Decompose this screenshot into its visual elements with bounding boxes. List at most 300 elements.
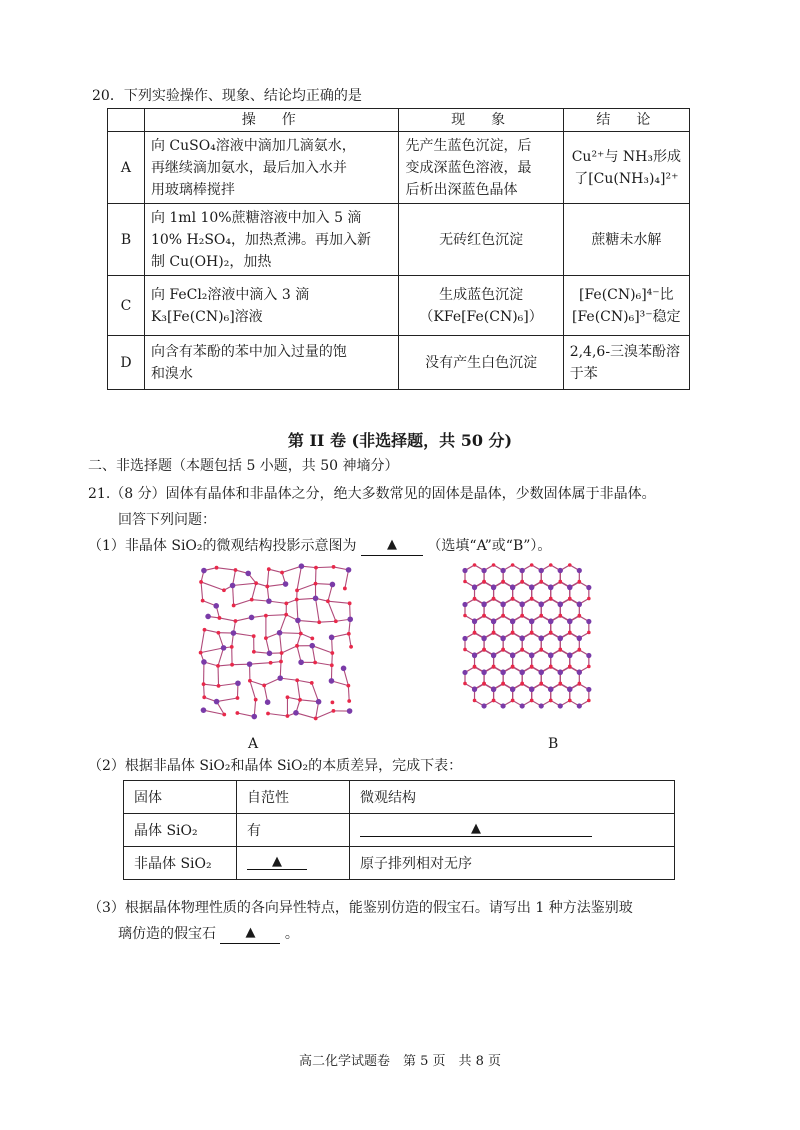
silicon-atom bbox=[577, 602, 582, 607]
amorphous-label: 非晶体 SiO₂ bbox=[124, 847, 237, 880]
oxygen-atom bbox=[587, 631, 591, 635]
crystal-label: 晶体 SiO₂ bbox=[124, 814, 237, 847]
oxygen-atom bbox=[217, 684, 221, 688]
silicon-atom bbox=[510, 653, 515, 658]
op-line: 再继续滴加氨水，最后加入水并 bbox=[150, 159, 347, 176]
ph-line: （KFe[Fe(CN)₆]） bbox=[419, 308, 543, 325]
oxygen-atom bbox=[492, 597, 496, 601]
network-bond bbox=[287, 697, 300, 700]
col-microstructure: 微观结构 bbox=[350, 781, 675, 814]
oxygen-atom bbox=[549, 563, 553, 567]
oxygen-atom bbox=[530, 699, 534, 703]
silicon-atom bbox=[567, 619, 572, 624]
op-line: K₃[Fe(CN)₆]溶液 bbox=[150, 308, 263, 325]
oxygen-atom bbox=[264, 636, 268, 640]
silicon-atom bbox=[201, 707, 207, 713]
oxygen-atom bbox=[473, 563, 477, 567]
conclusion-cell: 蔗糖未水解 bbox=[563, 204, 689, 276]
oxygen-atom bbox=[314, 582, 318, 586]
oxygen-atom bbox=[501, 614, 505, 618]
answer-blank-1[interactable] bbox=[361, 534, 423, 556]
ph-line: 变成深蓝色溶液，最 bbox=[405, 159, 532, 176]
op-line: 向含有苯酚的苯中加入过量的饱 bbox=[150, 343, 347, 360]
network-bond bbox=[250, 663, 271, 664]
silicon-atom bbox=[266, 598, 272, 604]
silicon-atom bbox=[329, 635, 335, 641]
silicon-atom bbox=[230, 583, 236, 589]
silicon-atom bbox=[462, 636, 467, 641]
conclusion-cell bbox=[563, 336, 689, 390]
co-line: 2,4,6-三溴苯酚溶 bbox=[569, 343, 681, 360]
silicon-atom bbox=[472, 653, 477, 658]
crystalline-sio2-diagram bbox=[455, 562, 605, 732]
silicon-atom bbox=[520, 602, 525, 607]
oxygen-atom bbox=[511, 563, 515, 567]
answer-blank-4[interactable] bbox=[220, 922, 280, 944]
oxygen-atom bbox=[286, 695, 290, 699]
silicon-atom bbox=[481, 703, 486, 708]
oxygen-atom bbox=[265, 585, 269, 589]
silicon-atom bbox=[462, 670, 467, 675]
silicon-atom bbox=[520, 670, 525, 675]
q20-row-b bbox=[108, 204, 690, 276]
blank-marker: ▲ bbox=[386, 537, 397, 552]
network-bond bbox=[250, 681, 264, 686]
oxygen-atom bbox=[286, 714, 290, 718]
oxygen-atom bbox=[334, 619, 338, 623]
silicon-atom bbox=[501, 703, 506, 708]
silicon-atom bbox=[520, 703, 525, 708]
network-bond bbox=[269, 569, 282, 572]
oxygen-atom bbox=[530, 597, 534, 601]
oxygen-atom bbox=[330, 651, 334, 655]
silicon-atom bbox=[539, 703, 544, 708]
oxygen-atom bbox=[578, 648, 582, 652]
network-bond bbox=[204, 684, 205, 697]
oxygen-atom bbox=[501, 580, 505, 584]
silicon-atom bbox=[330, 582, 336, 588]
network-bond bbox=[297, 680, 300, 700]
oxygen-atom bbox=[492, 631, 496, 635]
op-line: 向 FeCl₂溶液中滴入 3 滴 bbox=[150, 286, 310, 303]
oxygen-atom bbox=[568, 597, 572, 601]
oxygen-atom bbox=[473, 665, 477, 669]
network-bond bbox=[218, 665, 232, 666]
network-bond bbox=[201, 630, 205, 653]
oxygen-atom bbox=[501, 648, 505, 652]
network-bond bbox=[328, 601, 350, 603]
oxygen-atom bbox=[578, 614, 582, 618]
silicon-atom bbox=[501, 670, 506, 675]
oxygen-atom bbox=[254, 581, 258, 585]
network-bond bbox=[204, 684, 219, 686]
q21-table bbox=[123, 780, 675, 880]
silicon-atom bbox=[277, 630, 283, 636]
oxygen-atom bbox=[520, 648, 524, 652]
oxygen-atom bbox=[234, 568, 238, 572]
ph-line: 先产生蓝色沉淀，后 bbox=[405, 137, 532, 154]
q20-header-op: 操 作 bbox=[144, 109, 399, 132]
network-bond bbox=[312, 646, 332, 653]
oxygen-atom bbox=[280, 651, 284, 655]
q20-header-row bbox=[108, 109, 690, 132]
answer-blank-2[interactable] bbox=[360, 820, 592, 837]
silicon-atom bbox=[510, 585, 515, 590]
ph-line: 后析出深蓝色晶体 bbox=[405, 181, 518, 198]
silicon-atom bbox=[347, 708, 353, 714]
oxygen-atom bbox=[492, 665, 496, 669]
silicon-atom bbox=[283, 581, 289, 587]
oxygen-atom bbox=[310, 681, 314, 685]
q21-stem-2: 回答下列问题： bbox=[118, 512, 216, 528]
silicon-atom bbox=[539, 670, 544, 675]
oxygen-atom bbox=[310, 637, 314, 641]
oxygen-atom bbox=[539, 648, 543, 652]
oxygen-atom bbox=[463, 580, 467, 584]
oxygen-atom bbox=[264, 614, 268, 618]
network-bond bbox=[267, 569, 269, 586]
oxygen-atom bbox=[463, 614, 467, 618]
network-bond bbox=[280, 615, 287, 633]
phenomenon-cell: 无砖红色沉淀 bbox=[399, 204, 563, 276]
oxygen-atom bbox=[252, 650, 256, 654]
oxygen-atom bbox=[199, 651, 203, 655]
q21-part1-hint: （选填“A”或“B”）。 bbox=[427, 538, 552, 554]
oxygen-atom bbox=[558, 580, 562, 584]
oxygen-atom bbox=[473, 597, 477, 601]
oxygen-atom bbox=[558, 682, 562, 686]
oxygen-atom bbox=[199, 580, 203, 584]
oxygen-atom bbox=[254, 698, 258, 702]
oxygen-atom bbox=[314, 717, 318, 721]
oxygen-atom bbox=[202, 695, 206, 699]
q20-stem: 20．下列实验操作、现象、结论均正确的是 bbox=[92, 88, 362, 104]
network-bond bbox=[218, 666, 219, 686]
silicon-atom bbox=[529, 687, 534, 692]
blank-marker: ▲ bbox=[272, 853, 282, 869]
silicon-atom bbox=[205, 614, 211, 620]
oxygen-atom bbox=[349, 645, 353, 649]
silicon-atom bbox=[472, 585, 477, 590]
network-bond bbox=[319, 621, 336, 622]
network-bond bbox=[316, 711, 334, 719]
silicon-atom bbox=[520, 636, 525, 641]
silicon-atom bbox=[245, 571, 251, 577]
silicon-atom bbox=[214, 699, 220, 705]
amorphous-micro: 原子排列相对无序 bbox=[350, 847, 675, 880]
silicon-atom bbox=[462, 602, 467, 607]
q21-part1 bbox=[88, 536, 551, 558]
oxygen-atom bbox=[578, 682, 582, 686]
oxygen-atom bbox=[346, 684, 350, 688]
oxygen-atom bbox=[347, 632, 351, 636]
silicon-atom bbox=[481, 568, 486, 573]
oxygen-atom bbox=[332, 709, 336, 713]
col-solid: 固体 bbox=[124, 781, 237, 814]
silicon-atom bbox=[316, 699, 322, 705]
oxygen-atom bbox=[587, 699, 591, 703]
network-bond bbox=[219, 618, 235, 621]
network-bond bbox=[233, 583, 257, 585]
network-bond bbox=[345, 570, 349, 589]
silicon-atom bbox=[539, 636, 544, 641]
silicon-atom bbox=[567, 585, 572, 590]
oxygen-atom bbox=[482, 614, 486, 618]
oxygen-atom bbox=[501, 682, 505, 686]
silicon-atom bbox=[548, 687, 553, 692]
q21-row-amorphous bbox=[124, 847, 675, 880]
answer-blank-3[interactable] bbox=[247, 853, 307, 870]
silicon-atom bbox=[586, 619, 591, 624]
oxygen-atom bbox=[558, 614, 562, 618]
op-cell bbox=[144, 336, 399, 390]
silicon-atom bbox=[491, 619, 496, 624]
q21-part3-end: 。 bbox=[284, 926, 299, 942]
network-bond bbox=[252, 583, 256, 599]
row-label: A bbox=[108, 132, 145, 204]
op-line: 用玻璃棒搅拌 bbox=[150, 181, 235, 198]
row-label: C bbox=[108, 276, 145, 336]
silicon-atom bbox=[558, 703, 563, 708]
network-bond bbox=[348, 686, 349, 701]
silicon-atom bbox=[481, 636, 486, 641]
q21-row-crystal bbox=[124, 814, 675, 847]
op-cell bbox=[144, 132, 399, 204]
network-bond bbox=[201, 648, 224, 653]
silicon-atom bbox=[247, 661, 253, 667]
oxygen-atom bbox=[201, 599, 205, 603]
oxygen-atom bbox=[482, 682, 486, 686]
conclusion-cell bbox=[563, 276, 689, 336]
oxygen-atom bbox=[279, 660, 283, 664]
diagram-a-label: A bbox=[248, 736, 259, 752]
silicon-atom bbox=[491, 687, 496, 692]
silicon-atom bbox=[529, 585, 534, 590]
oxygen-atom bbox=[520, 682, 524, 686]
oxygen-atom bbox=[348, 601, 352, 605]
network-bond bbox=[296, 713, 316, 719]
oxygen-atom bbox=[482, 648, 486, 652]
silicon-atom bbox=[462, 568, 467, 573]
oxygen-atom bbox=[530, 665, 534, 669]
silicon-atom bbox=[265, 699, 271, 705]
q20-header-conclusion: 结 论 bbox=[563, 109, 689, 132]
amorphous-self-cell bbox=[237, 847, 350, 880]
network-bond bbox=[250, 681, 256, 700]
silicon-atom bbox=[213, 603, 219, 609]
blank-marker: ▲ bbox=[471, 820, 481, 836]
silicon-atom bbox=[201, 659, 207, 665]
silicon-atom bbox=[577, 568, 582, 573]
silicon-atom bbox=[567, 687, 572, 692]
network-bond bbox=[217, 698, 238, 702]
hex-bond bbox=[494, 684, 513, 706]
oxygen-atom bbox=[492, 563, 496, 567]
q21-part1-text: （1）非晶体 SiO₂的微观结构投影示意图为 bbox=[88, 538, 357, 554]
network-bond bbox=[349, 634, 351, 647]
silicon-atom bbox=[577, 670, 582, 675]
op-line: 和溴水 bbox=[150, 365, 193, 382]
oxygen-atom bbox=[587, 597, 591, 601]
oxygen-atom bbox=[284, 601, 288, 605]
network-bond bbox=[316, 567, 334, 568]
network-bond bbox=[204, 630, 218, 633]
oxygen-atom bbox=[232, 604, 236, 608]
oxygen-atom bbox=[549, 665, 553, 669]
q20-header-phenomenon: 现 象 bbox=[399, 109, 563, 132]
q21-part2: （2）根据非晶体 SiO₂和晶体 SiO₂的本质差异，完成下表： bbox=[88, 758, 463, 774]
silicon-atom bbox=[472, 619, 477, 624]
q20-table bbox=[107, 108, 690, 390]
oxygen-atom bbox=[295, 678, 299, 682]
page-footer: 高二化学试题卷 第 5 页 共 8 页 bbox=[298, 1054, 502, 1069]
oxygen-atom bbox=[314, 566, 318, 570]
co-line: 于苯 bbox=[569, 365, 598, 382]
network-bond bbox=[298, 620, 319, 622]
silicon-atom bbox=[481, 670, 486, 675]
oxygen-atom bbox=[587, 665, 591, 669]
oxygen-atom bbox=[530, 631, 534, 635]
network-bond bbox=[282, 566, 301, 572]
silicon-atom bbox=[558, 568, 563, 573]
network-bond bbox=[268, 713, 287, 716]
oxygen-atom bbox=[248, 679, 252, 683]
oxygen-atom bbox=[236, 696, 240, 700]
silicon-atom bbox=[472, 687, 477, 692]
oxygen-atom bbox=[347, 699, 351, 703]
silicon-atom bbox=[529, 653, 534, 658]
co-line: [Fe(CN)₆]³⁻稳定 bbox=[572, 308, 681, 325]
silicon-atom bbox=[491, 653, 496, 658]
oxygen-atom bbox=[317, 620, 321, 624]
ph-line: 生成蓝色沉淀 bbox=[439, 286, 524, 303]
network-bond bbox=[300, 700, 319, 702]
phenomenon-cell bbox=[399, 276, 563, 336]
silicon-atom bbox=[201, 568, 207, 574]
q20-header-blank bbox=[108, 109, 145, 132]
silicon-atom bbox=[235, 680, 241, 686]
oxygen-atom bbox=[520, 614, 524, 618]
oxygen-atom bbox=[313, 661, 317, 665]
co-line: Cu²⁺与 NH₃形成 bbox=[571, 148, 681, 165]
hex-bond bbox=[551, 684, 570, 706]
oxygen-atom bbox=[330, 663, 334, 667]
oxygen-atom bbox=[215, 566, 219, 570]
oxygen-atom bbox=[511, 631, 515, 635]
crystal-self-shaping: 有 bbox=[237, 814, 350, 847]
silicon-atom bbox=[481, 602, 486, 607]
oxygen-atom bbox=[568, 699, 572, 703]
oxygen-atom bbox=[530, 563, 534, 567]
oxygen-atom bbox=[578, 580, 582, 584]
oxygen-atom bbox=[326, 599, 330, 603]
oxygen-atom bbox=[463, 648, 467, 652]
silicon-atom bbox=[548, 619, 553, 624]
silicon-atom bbox=[329, 678, 335, 684]
q20-row-d bbox=[108, 336, 690, 390]
oxygen-atom bbox=[331, 701, 335, 705]
silicon-atom bbox=[293, 710, 299, 716]
silicon-atom bbox=[267, 651, 273, 657]
co-line: [Fe(CN)₆]⁴⁻比 bbox=[579, 286, 674, 303]
silicon-atom bbox=[558, 670, 563, 675]
silicon-atom bbox=[298, 659, 304, 665]
network-bond bbox=[297, 600, 298, 621]
silicon-atom bbox=[341, 666, 347, 672]
oxygen-atom bbox=[482, 580, 486, 584]
silicon-atom bbox=[548, 585, 553, 590]
oxygen-atom bbox=[267, 567, 271, 571]
oxygen-atom bbox=[568, 631, 572, 635]
silicon-atom bbox=[586, 585, 591, 590]
section-title: 第 II 卷 (非选择题，共 50 分) bbox=[287, 431, 513, 450]
silicon-atom bbox=[501, 568, 506, 573]
oxygen-atom bbox=[511, 699, 515, 703]
silicon-atom bbox=[295, 618, 301, 624]
silicon-atom bbox=[558, 636, 563, 641]
oxygen-atom bbox=[549, 597, 553, 601]
oxygen-atom bbox=[234, 619, 238, 623]
silicon-atom bbox=[346, 567, 352, 573]
q21-part3: （3）根据晶体物理性质的各向异性特点，能鉴别仿造的假宝石。请写出 1 种方法鉴别玻 bbox=[88, 900, 633, 916]
network-bond bbox=[266, 615, 286, 616]
amorphous-sio2-diagram bbox=[196, 562, 356, 722]
network-bond bbox=[233, 633, 253, 636]
op-cell bbox=[144, 276, 399, 336]
network-bond bbox=[201, 582, 224, 590]
section-part: 二、非选择题（本题包括 5 小题，共 50 神墒分） bbox=[88, 458, 399, 474]
network-bond bbox=[315, 662, 332, 665]
row-label: D bbox=[108, 336, 145, 390]
q20-row-a bbox=[108, 132, 690, 204]
oxygen-atom bbox=[218, 616, 222, 620]
oxygen-atom bbox=[280, 571, 284, 575]
row-label: B bbox=[108, 204, 145, 276]
silicon-atom bbox=[529, 619, 534, 624]
network-bond bbox=[219, 683, 238, 686]
oxygen-atom bbox=[266, 712, 270, 716]
oxygen-atom bbox=[539, 614, 543, 618]
oxygen-atom bbox=[473, 699, 477, 703]
network-bond bbox=[297, 680, 312, 683]
silicon-atom bbox=[520, 568, 525, 573]
oxygen-atom bbox=[252, 634, 256, 638]
network-bond bbox=[203, 710, 224, 714]
network-bond bbox=[280, 633, 301, 634]
oxygen-atom bbox=[222, 588, 226, 592]
network-bond bbox=[316, 598, 320, 622]
silicon-atom bbox=[548, 653, 553, 658]
network-bond bbox=[297, 566, 301, 590]
oxygen-atom bbox=[295, 598, 299, 602]
op-line: 向 CuSO₄溶液中滴加几滴氨水， bbox=[150, 137, 356, 154]
oxygen-atom bbox=[203, 628, 207, 632]
network-bond bbox=[297, 633, 301, 645]
oxygen-atom bbox=[222, 713, 226, 717]
network-bond bbox=[282, 646, 297, 653]
oxygen-atom bbox=[298, 698, 302, 702]
op-cell bbox=[144, 204, 399, 276]
oxygen-atom bbox=[299, 632, 303, 636]
oxygen-atom bbox=[262, 684, 266, 688]
silicon-atom bbox=[249, 615, 255, 621]
silicon-atom bbox=[251, 714, 257, 720]
network-bond bbox=[218, 648, 224, 666]
op-line: 向 1ml 10%蔗糖溶液中加入 5 滴 bbox=[150, 209, 362, 226]
oxygen-atom bbox=[492, 699, 496, 703]
oxygen-atom bbox=[332, 565, 336, 569]
network-bond bbox=[297, 598, 316, 599]
